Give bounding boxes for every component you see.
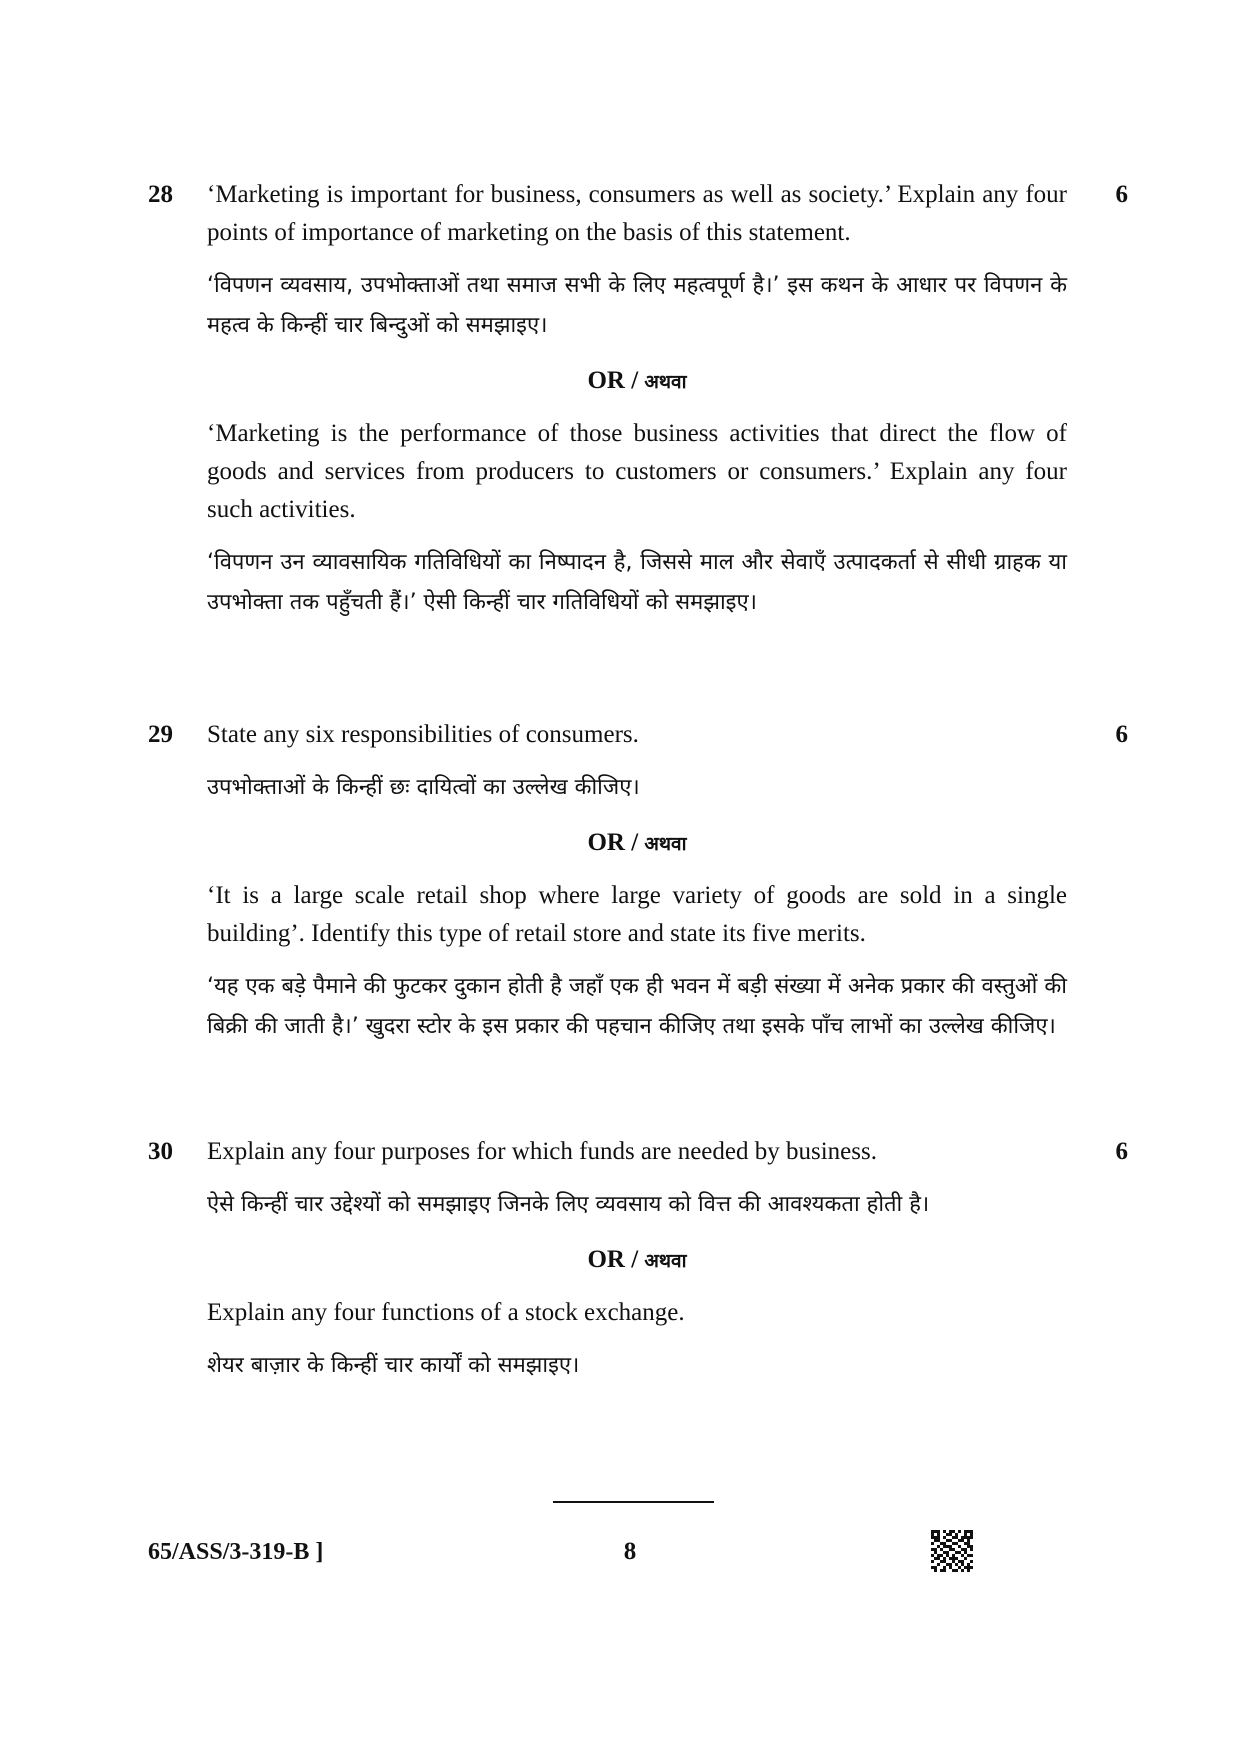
- question-marks: 6: [1115, 181, 1128, 208]
- qr-code-icon: [931, 1530, 973, 1572]
- alternative-text-hindi: ‘यह एक बड़े पैमाने की फुटकर दुकान होती है जहाँ एक ही भवन में बड़ी संख्या में अनेक प्रकार की वस्तुओं की बिक्री की जाती है।’ खुदरा स्टोर के इस प्रकार की पहचान कीजिए तथा इसके पाँच लाभों का उल्लेख कीजिए।: [207, 974, 1067, 1039]
- or-label-english: OR: [587, 829, 625, 856]
- or-label-english: OR: [587, 367, 625, 394]
- question-29: [148, 716, 1128, 1047]
- or-separator: [207, 362, 1067, 401]
- alternative-text-hindi: शेयर बाज़ार के किन्हीं चार कार्यों को समझाइए।: [207, 1353, 580, 1378]
- question-text-english: Explain any four purposes for which funds are needed by business.: [207, 1138, 877, 1165]
- or-label-hindi: अथवा: [644, 833, 687, 855]
- or-label-hindi: अथवा: [644, 1250, 687, 1272]
- or-label-hindi: अथवा: [644, 371, 687, 393]
- question-text-english: ‘Marketing is important for business, consumers as well as society.’ Explain any four points of importance of marketing on the basis of this statement.: [207, 181, 1067, 246]
- question-marks: 6: [1115, 721, 1128, 748]
- page-number: 8: [623, 1538, 637, 1565]
- or-separator: [207, 824, 1067, 863]
- question-text-hindi: ‘विपणन व्यवसाय, उपभोक्ताओं तथा समाज सभी के लिए महत्वपूर्ण है।’ इस कथन के आधार पर विपणन के महत्व के किन्हीं चार बिन्दुओं को समझाइए।: [207, 273, 1067, 338]
- question-body: [207, 1133, 1067, 1386]
- question-number: 30: [148, 1138, 173, 1165]
- question-28: [148, 176, 1128, 623]
- or-slash: /: [631, 829, 645, 856]
- or-slash: /: [631, 367, 645, 394]
- question-number: 28: [148, 181, 173, 208]
- or-separator: [207, 1241, 1067, 1280]
- or-label-english: OR: [587, 1246, 625, 1273]
- alternative-text-english: ‘It is a large scale retail shop where large variety of goods are sold in a single building’. Identify this type of retail store and state its five merits.: [207, 882, 1067, 947]
- alternative-text-hindi: ‘विपणन उन व्यावसायिक गतिविधियों का निष्पादन है, जिससे माल और सेवाएँ उत्पादकर्ता से सीधी ग्राहक या उपभोक्ता तक पहुँचती हैं।’ ऐसी किन्हीं चार गतिविधियों को समझाइए।: [207, 550, 1067, 615]
- alternative-text-english: ‘Marketing is the performance of those business activities that direct the flow of goods and services from producers to customers or consumers.’ Explain any four such activities.: [207, 420, 1067, 523]
- question-body: [207, 176, 1067, 623]
- question-number: 29: [148, 721, 173, 748]
- question-text-hindi: ऐसे किन्हीं चार उद्देश्यों को समझाइए जिनके लिए व्यवसाय को वित्त की आवश्यकता होती है।: [207, 1192, 930, 1217]
- alternative-text-english: Explain any four functions of a stock exchange.: [207, 1299, 685, 1326]
- question-30: [148, 1133, 1128, 1386]
- question-marks: 6: [1115, 1138, 1128, 1165]
- end-divider: [553, 1501, 714, 1503]
- question-body: [207, 716, 1067, 1047]
- question-text-hindi: उपभोक्ताओं के किन्हीं छः दायित्वों का उल्लेख कीजिए।: [207, 775, 640, 800]
- question-text-english: State any six responsibilities of consumers.: [207, 721, 639, 748]
- or-slash: /: [631, 1246, 645, 1273]
- paper-code: 65/ASS/3-319-B ]: [148, 1539, 324, 1565]
